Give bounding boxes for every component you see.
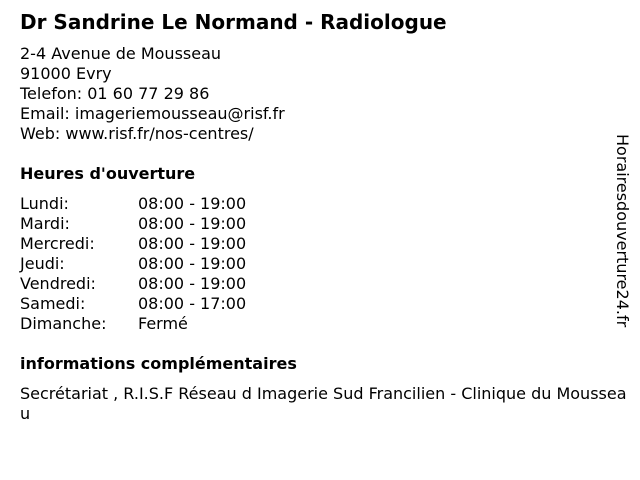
day-time: 08:00 - 19:00 bbox=[138, 194, 247, 213]
day-time: 08:00 - 19:00 bbox=[138, 234, 247, 253]
info-text: Secrétariat , R.I.S.F Réseau d Imagerie Sud Francilien - Clinique du Mousseau bbox=[20, 384, 627, 423]
address-block bbox=[20, 44, 285, 144]
day-time: Fermé bbox=[138, 314, 188, 333]
watermark-text: Horairesdouverture24.fr bbox=[613, 134, 632, 328]
website-link: Web: www.risf.fr/nos-centres/ bbox=[20, 124, 254, 143]
hours-row-mardi bbox=[20, 214, 246, 234]
day-label: Lundi: bbox=[20, 194, 69, 213]
day-label: Vendredi: bbox=[20, 274, 96, 293]
day-label: Dimanche: bbox=[20, 314, 107, 333]
day-label: Jeudi: bbox=[20, 254, 65, 273]
day-time: 08:00 - 19:00 bbox=[138, 214, 247, 233]
hours-row-mercredi bbox=[20, 234, 246, 254]
hours-row-samedi bbox=[20, 294, 246, 314]
hours-row-lundi bbox=[20, 194, 246, 214]
page-title: Dr Sandrine Le Normand - Radiologue bbox=[20, 10, 447, 34]
hours-row-vendredi bbox=[20, 274, 246, 294]
day-time: 08:00 - 19:00 bbox=[138, 254, 247, 273]
watermark bbox=[604, 134, 640, 346]
day-time: 08:00 - 17:00 bbox=[138, 294, 247, 313]
street-address: 2-4 Avenue de Mousseau bbox=[20, 44, 222, 63]
phone-number: Telefon: 01 60 77 29 86 bbox=[20, 84, 210, 103]
hours-row-dimanche bbox=[20, 314, 246, 334]
day-label: Mardi: bbox=[20, 214, 70, 233]
hours-heading: Heures d'ouverture bbox=[20, 164, 196, 183]
day-time: 08:00 - 19:00 bbox=[138, 274, 247, 293]
email-address: Email: imageriemousseau@risf.fr bbox=[20, 104, 285, 123]
info-heading: informations complémentaires bbox=[20, 354, 297, 373]
city: 91000 Evry bbox=[20, 64, 112, 83]
hours-row-jeudi bbox=[20, 254, 246, 274]
hours-table bbox=[20, 194, 246, 334]
day-label: Mercredi: bbox=[20, 234, 95, 253]
day-label: Samedi: bbox=[20, 294, 86, 313]
